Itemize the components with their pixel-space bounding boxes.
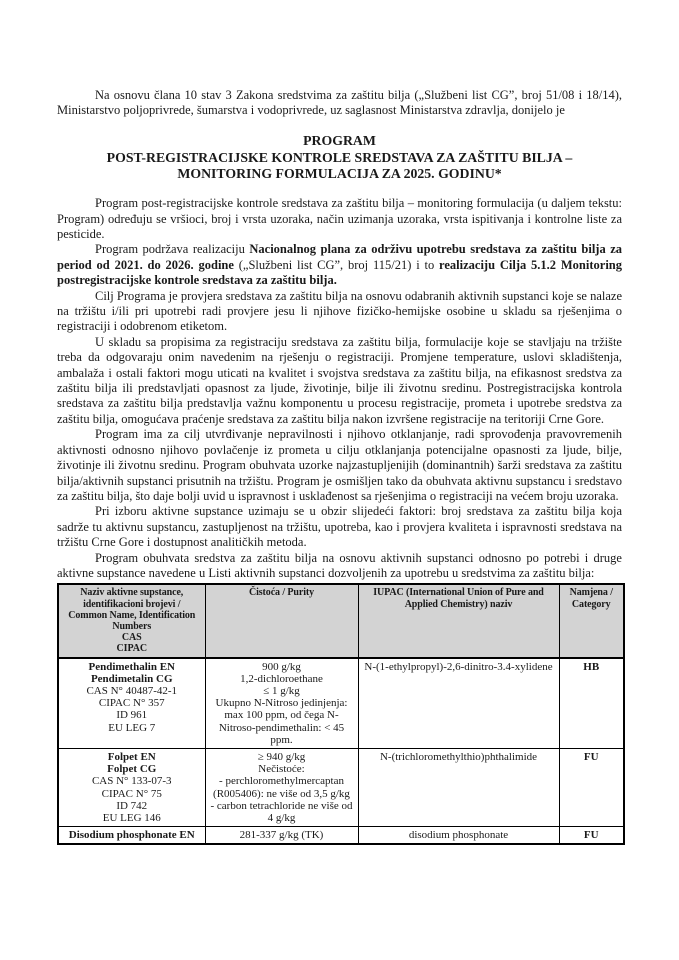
table-row-folpet — [58, 749, 624, 827]
cell-iupac: disodium phosphonate — [358, 827, 559, 845]
table-row-disodium-phosphonate — [58, 827, 624, 845]
paragraph-irregularities: Program ima za cilj utvrđivanje nepravilnosti i njihovo otklanjanje, radi sprovođenja pravovremenih aktivnosti odnosno njihovo povlačenje iz prometa u cilju otklanjanja potencijalne opasnosti za ljude, bilje, životinje ili životnu sredinu. Program obuhvata uzorke najzastupljenijih (dominantnih) šarži sredstava za zaštitu bilja/aktivnih supstanci prisutnih na tržištu. Program je osmišljen tako da obuhvata aktivnu supstancu i sredstavo za zaštitu bilja, što daje bolji uvid u ispravnost i usklađenost sa rješenjima o registraciji na većem broju uzoraka. — [57, 427, 622, 503]
active-substances-table — [57, 583, 625, 845]
cell-iupac: N-(1-ethylpropyl)-2,6-dinitro-3.4-xylidene — [358, 658, 559, 749]
paragraph-scope: Program post-registracijske kontrole sredstava za zaštitu bilja – monitoring formulacija (u daljem tekstu: Program) određuju se vršioci, broj i vrsta uzoraka, način uzimanja uzoraka, vrsta ispitivanja i kontrolne liste za pesticide. — [57, 196, 622, 242]
paragraph-goal: Cilj Programa je provjera sredstava za zaštitu bilja na osnovu odabranih aktivnih supstanci koje se nalaze na tržištu i/ili pri upotrebi radi provjere jesu li njihove fizičko-hemijske osobine u skladu sa rješenjima o registraciji i odobrenom etiketom. — [57, 288, 622, 334]
header-cell-category: Namjena / Category — [559, 584, 624, 657]
paragraph-selection-factors: Pri izboru aktivne supstance uzimaju se u obzir slijedeći faktori: broj sredstava za zaštitu bilja koja sadrže tu aktivnu supstancu, zastupljenost na tržištu, upotreba, kao i provjera kvaliteta i ispravnosti sredstava na tržištu Crne Gore i dostupnost analitičkih metoda. — [57, 504, 622, 550]
table-row-pendimethalin — [58, 658, 624, 749]
intro-paragraph: Na osnovu člana 10 stav 3 Zakona sredstvima za zaštitu bilja („Službeni list CG”, broj 51/08 i 18/14), Ministarstvo poljoprivrede, šumarstva i vodoprivrede, uz saglasnost Ministarstva zdravlja, donijelo je — [57, 88, 622, 118]
header-cell-substance-name: Naziv aktivne supstance, identifikacioni brojevi / Common Name, Identification Numbers CAS CIPAC — [58, 584, 205, 657]
cell-substance-name: Pendimethalin EN Pendimetalin CG CAS N° 40487-42-1 CIPAC N° 357 ID 961 EU LEG 7 — [58, 658, 205, 749]
cell-substance-name: Disodium phosphonate EN — [58, 827, 205, 845]
title-line-year: MONITORING FORMULACIJA ZA 2025. GODINU* — [177, 166, 502, 182]
table-header-row — [58, 584, 624, 657]
cell-category: FU — [559, 749, 624, 827]
cell-purity: 900 g/kg 1,2-dichloroethane ≤ 1 g/kg Ukupno N-Nitroso jedinjenja: max 100 ppm, od čega N-Nitroso-pendimethalin: < 45 ppm. — [205, 658, 358, 749]
title-line-program: PROGRAM — [303, 132, 376, 148]
cell-category: HB — [559, 658, 624, 749]
header-cell-iupac: IUPAC (International Union of Pure and Applied Chemistry) naziv — [358, 584, 559, 657]
paragraph-substances-list-intro: Program obuhvata sredstva za zaštitu bilja na osnovu aktivnih supstanci odnosno po potrebi i druge aktivne supstance navedene u Listi aktivnih supstanci dozvoljenih za upotrebu u sredstvima za zaštitu bilja: — [57, 550, 622, 580]
cell-substance-name: Folpet EN Folpet CG CAS N° 133-07-3 CIPAC N° 75 ID 742 EU LEG 146 — [58, 749, 205, 827]
title-line-subtitle: POST-REGISTRACIJSKE KONTROLE SREDSTAVA ZA ZAŠTITU BILJA – — [106, 149, 573, 165]
cell-purity: 281-337 g/kg (TK) — [205, 827, 358, 845]
paragraph-registration-rules: U skladu sa propisima za registraciju sredstava za zaštitu bilja, formulacije koje se stavljaju na tržište treba da odgovaraju onim navedenim na rješenju o registraciji. Promjene temperature, uslovi skladištenja, ambalaža i ostali faktori mogu uticati na kvalitet i svojstva sredstava za zaštitu bilja, na efikasnost sredstva za zaštitu bilja ili predstavljati opasnost za ljude, životinje, bilje ili životnu sredinu. Postregistracijska kontrola sredstava za zaštitu bilja predstavlja važnu komponentu u procesu registracije, prometa i upotrebe sredstva za zaštitu bilja, omogućava praćenje sredstava za zaštitu bilja nakon izvršene registracije na teritoriji Crne Gore. — [57, 334, 622, 426]
document-title — [57, 133, 622, 183]
header-cell-purity: Čistoća / Purity — [205, 584, 358, 657]
paragraph-national-plan: Program podržava realizaciju Nacionalnog plana za održivu upotrebu sredstava za zaštitu bilja za period od 2021. do 2026. godine („Službeni list CG”, broj 115/21) i to realizaciju Cilja 5.1.2 Monitoring postregistracijske kontrole sredstava za zaštitu bilja. — [57, 242, 622, 288]
cell-iupac: N-(trichloromethylthio)phthalimide — [358, 749, 559, 827]
cell-purity: ≥ 940 g/kg Nečistoće: - perchloromethylmercaptan (R005406): ne više od 3,5 g/kg - carbon tetrachloride ne više od 4 g/kg — [205, 749, 358, 827]
cell-category: FU — [559, 827, 624, 845]
